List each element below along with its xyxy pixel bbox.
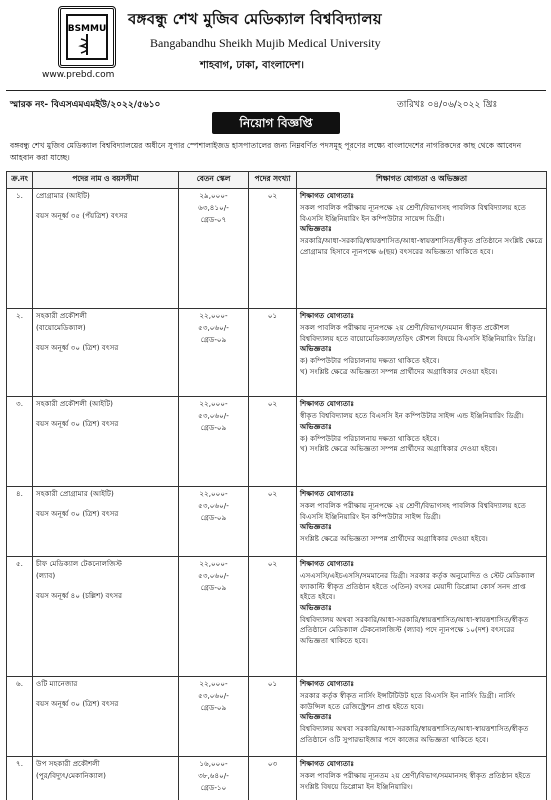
- qualification-label: শিক্ষাগত যোগ্যতাঃ: [300, 679, 355, 688]
- post-count: ০১: [249, 309, 297, 397]
- row-serial: ৪.: [7, 487, 33, 557]
- vacancy-table: [6, 171, 547, 800]
- post-count: ০২: [249, 189, 297, 309]
- qualification-label: শিক্ষাগত যোগ্যতাঃ: [300, 311, 355, 320]
- qualification-label: শিক্ষাগত যোগ্যতাঃ: [300, 759, 355, 768]
- experience-text: সংশ্লিষ্ট ক্ষেত্রে অভিজ্ঞতা সম্পন্ন প্রার্থীদের অগ্রাধিকার দেওয়া হইবে।: [300, 534, 488, 543]
- university-logo-icon: [58, 6, 116, 68]
- row-serial: ৩.: [7, 397, 33, 487]
- pay-scale: ১৬,০০০- ৩৮,৬৪০/- গ্রেড-১০: [179, 757, 249, 800]
- university-name-bangla: বঙ্গবন্ধু শেখ মুজিব মেডিক্যাল বিশ্ববিদ্যালয়: [128, 10, 382, 28]
- university-name-english: Bangabandhu Sheikh Mujib Medical University: [150, 36, 381, 50]
- header: [0, 0, 551, 100]
- post-count: ০১: [249, 677, 297, 757]
- table-row: [7, 677, 547, 757]
- header-divider: [6, 90, 546, 91]
- qualification-label: শিক্ষাগত যোগ্যতাঃ: [300, 191, 355, 200]
- qualification-text: স্বীকৃত বিশ্ববিদ্যালয় হতে বিএসসি ইন কম্পিউটার সাইন্স এন্ড ইঞ্জিনিয়ারিং ডিগ্রী।: [300, 411, 524, 420]
- header-scale: বেতন স্কেল: [179, 172, 249, 189]
- university-address: শাহবাগ, ঢাকা, বাংলাদেশ।: [200, 60, 304, 71]
- qualification-cell: [297, 189, 547, 309]
- pay-scale: ২২,০০০- ৫৩,০৬০/- গ্রেড-০৯: [179, 677, 249, 757]
- qualification-label: শিক্ষাগত যোগ্যতাঃ: [300, 399, 355, 408]
- post-name: ওটি ম্যানেজার: [36, 679, 78, 688]
- experience-text: ক) কম্পিউটার পরিচালনায় দক্ষতা থাকিতে হইবে। খ) সংশ্লিষ্ট ক্ষেত্রে অভিজ্ঞতা সম্পন্ন প্রার্থীদের অগ্রাধিকার দেওয়া হইবে।: [300, 433, 498, 453]
- experience-label: অভিজ্ঞতাঃ: [300, 712, 332, 721]
- age-limit: বয়স অনূর্ধ্ব ৪০ (চল্লিশ) বৎসর: [36, 591, 123, 600]
- pay-scale: ২২,০০০- ৫৩,০৬০/- গ্রেড-০৯: [179, 309, 249, 397]
- age-limit: বয়স অনূর্ধ্ব ৩০ (ত্রিশ) বৎসর: [36, 509, 119, 518]
- age-limit: বয়স অনূর্ধ্ব ৩০ (ত্রিশ) বৎসর: [36, 699, 119, 708]
- qualification-cell: [297, 487, 547, 557]
- qualification-cell: [297, 397, 547, 487]
- age-limit: বয়স অনূর্ধ্ব ৩৫ (পঁয়ত্রিশ) বৎসর: [36, 211, 128, 220]
- website-text: www.prebd.com: [42, 70, 115, 80]
- row-post-cell: [33, 557, 179, 677]
- pay-scale: ২২,০০০- ৫৩,০৬০/- গ্রেড-০৯: [179, 397, 249, 487]
- post-count: ০২: [249, 557, 297, 677]
- qualification-text: সকল পাবলিক পরীক্ষায় ন্যূনতম ২য় শ্রেণী/বিভাগ/সমমানসহ স্বীকৃত প্রতিষ্ঠান হইতে সংশ্লিষ্ট বিষয়ে ডিপ্লোমা ইন ইঞ্জিনিয়ারিং।: [300, 771, 531, 791]
- row-post-cell: [33, 487, 179, 557]
- qualification-text: এসএসসি/এইচএসসি/সমমানের ডিগ্রী। সরকার কর্তৃক অনুমোদিত ও স্টেট মেডিক্যাল ফ্যাকাল্টি স্বীকৃত প্রতিষ্ঠান হইতে ৩(তিন) বৎসর মেয়াদী ডিপ্লোমা কোর্স সনদ প্রাপ্ত হইতে হইবে।: [300, 571, 535, 601]
- memo-number: স্মারক নং- বিএসএমএমইউ/২০২২/৫৬১০: [10, 100, 161, 110]
- row-serial: ৬.: [7, 677, 33, 757]
- row-post-cell: [33, 677, 179, 757]
- svg-text:BSMMU: BSMMU: [67, 24, 107, 34]
- experience-label: অভিজ্ঞতাঃ: [300, 421, 332, 431]
- experience-label: অভিজ্ঞতাঃ: [300, 602, 332, 612]
- post-name: সহকারী প্রোগ্রামার (আইটি): [36, 489, 114, 498]
- qualification-label: শিক্ষাগত যোগ্যতাঃ: [300, 489, 355, 498]
- table-header-row: [7, 172, 547, 189]
- post-count: ০৩: [249, 757, 297, 800]
- qualification-cell: [297, 557, 547, 677]
- row-post-cell: [33, 397, 179, 487]
- table-row: [7, 757, 547, 800]
- table-body: [7, 189, 547, 800]
- experience-label: অভিজ্ঞতাঃ: [300, 224, 332, 233]
- table-row: [7, 309, 547, 397]
- header-qualification: শিক্ষাগত যোগ্যতা ও অভিজ্ঞতা: [297, 172, 547, 189]
- row-serial: ৫.: [7, 557, 33, 677]
- row-post-cell: [33, 189, 179, 309]
- table-row: [7, 397, 547, 487]
- post-name: সহকারী প্রকৌশলী (বায়োমেডিক্যাল): [36, 311, 87, 332]
- notice-date: তারিখঃ ০৪/০৬/২০২২ খ্রিঃ: [397, 100, 498, 110]
- row-serial: ১.: [7, 189, 33, 309]
- header-count: পদের সংখ্যা: [249, 172, 297, 189]
- experience-text: ক) কম্পিউটার পরিচালনায় দক্ষতা থাকিতে হইবে। খ) সংশ্লিষ্ট ক্ষেত্রে অভিজ্ঞতা সম্পন্ন প্রার্থীদের অগ্রাধিকার দেওয়া হইবে।: [300, 356, 498, 376]
- experience-label: অভিজ্ঞতাঃ: [300, 522, 332, 531]
- intro-paragraph: বঙ্গবন্ধু শেখ মুজিব মেডিক্যাল বিশ্ববিদ্যালয়ের অধীনে সুপার স্পেশালাইজড হাসপাতালের জন্য নিম্নবর্ণিত পদসমূহ পূরণের লক্ষ্যে বাংলাদেশের নাগরিকদের কাছ থেকে আবেদন আহবান করা যাচ্ছে।: [10, 141, 522, 162]
- row-post-cell: [33, 757, 179, 800]
- age-limit: বয়স অনূর্ধ্ব ৩০ (ত্রিশ) বৎসর: [36, 419, 119, 428]
- post-name: সহকারী প্রকৌশলী (আইটি): [36, 399, 113, 408]
- age-limit: বয়স অনূর্ধ্ব ৩০ (ত্রিশ) বৎসর: [36, 343, 119, 352]
- post-count: ০২: [249, 397, 297, 487]
- experience-text: সরকারি/আধা-সরকারি/স্বায়ত্তশাসিত/আধা-স্বায়ত্তশাসিত/স্বীকৃত প্রতিষ্ঠানে সংশ্লিষ্ট ক্ষেত্রে প্রোগ্রামার হিসাবে ন্যূনপক্ষে ৬(ছয়) বৎসরের অভিজ্ঞতা থাকিতে হবে।: [300, 236, 543, 256]
- qualification-cell: [297, 309, 547, 397]
- qualification-label: শিক্ষাগত যোগ্যতাঃ: [300, 559, 355, 568]
- qualification-text: সরকার কর্তৃক স্বীকৃত নার্সিং ইন্সটিটিউট হতে বিএসসি ইন নার্সিং ডিগ্রী। নার্সিং কাউন্সিল হতে রেজিস্ট্রেশন প্রাপ্ত হইতে হবে।: [300, 691, 516, 711]
- post-name: চীফ মেডিক্যাল টেকনোলজিস্ট (ল্যাব): [36, 559, 123, 580]
- table-row: [7, 487, 547, 557]
- qualification-text: সকল পাবলিক পরীক্ষায় ন্যূনপক্ষে ২য় শ্রেণী/বিভাগ/সমমান স্বীকৃত প্রকৌশল বিশ্ববিদ্যালয় হতে বায়োমেডিক্যাল/তড়িৎ কৌশল বিষয়ে বিএসসি ইঞ্জিনিয়ারিং ডিগ্রি।: [300, 323, 536, 343]
- experience-text: বিশ্ববিদ্যালয় অথবা সরকারি/আধা-সরকারি/স্বায়ত্তশাসিত/আধা-স্বায়ত্তশাসিত/স্বীকৃত প্রতিষ্ঠানে মেডিক্যাল টেকনোলজিস্ট (ল্যাব) পদে ন্যূনপক্ষে ১০(দশ) বৎসরের অভিজ্ঞতা থাকিতে হবে।: [300, 614, 529, 645]
- experience-text: বিশ্ববিদ্যালয় অথবা সরকারি/আধা-সরকারি/স্বায়ত্তশাসিত/আধা-স্বায়ত্তশাসিত/স্বীকৃত প্রতিষ্ঠানে ওটি সুপারভাইজার পদে কাজের অভিজ্ঞতা থাকিতে হবে।: [300, 724, 529, 744]
- qualification-text: সকল পাবলিক পরীক্ষায় ন্যূনপক্ষে ২য় শ্রেণী/বিভাগসহ পাবলিক বিশ্ববিদ্যালয় হতে বিএসসি ইঞ্জিনিয়ারিং ইন কম্পিউটার সায়েন্স ডিগ্রী।: [300, 203, 526, 223]
- qualification-cell: [297, 677, 547, 757]
- table-row: [7, 557, 547, 677]
- row-post-cell: [33, 309, 179, 397]
- qualification-cell: [297, 757, 547, 800]
- post-name: প্রোগ্রামার (আইটি): [36, 191, 90, 200]
- post-name: উপ সহকারী প্রকৌশলী (পুর/বিদ্যুৎ/মেকানিক্যাল): [36, 759, 106, 780]
- row-serial: ২.: [7, 309, 33, 397]
- header-serial: ক্র.নং: [7, 172, 33, 189]
- row-serial: ৭.: [7, 757, 33, 800]
- qualification-text: সকল পাবলিক পরীক্ষায় ন্যূনপক্ষে ২য় শ্রেণী/বিভাগসহ পাবলিক বিশ্ববিদ্যালয় হতে বিএসসি ইঞ্জিনিয়ারিং ইন কম্পিউটার সাইন্স ডিগ্রী।: [300, 501, 526, 521]
- pay-scale: ২২,০০০- ৫৩,০৬০/- গ্রেড-০৯: [179, 487, 249, 557]
- pay-scale: ২২,০০০- ৫৩,০৬০/- গ্রেড-০৯: [179, 557, 249, 677]
- notice-title: নিয়োগ বিজ্ঞপ্তি: [212, 112, 340, 134]
- table-row: [7, 189, 547, 309]
- pay-scale: ২৯,০০০- ৬৩,৪১০/- গ্রেড-০৭: [179, 189, 249, 309]
- experience-label: অভিজ্ঞতাঃ: [300, 344, 332, 353]
- header-post: পদের নাম ও বয়সসীমা: [33, 172, 179, 189]
- post-count: ০২: [249, 487, 297, 557]
